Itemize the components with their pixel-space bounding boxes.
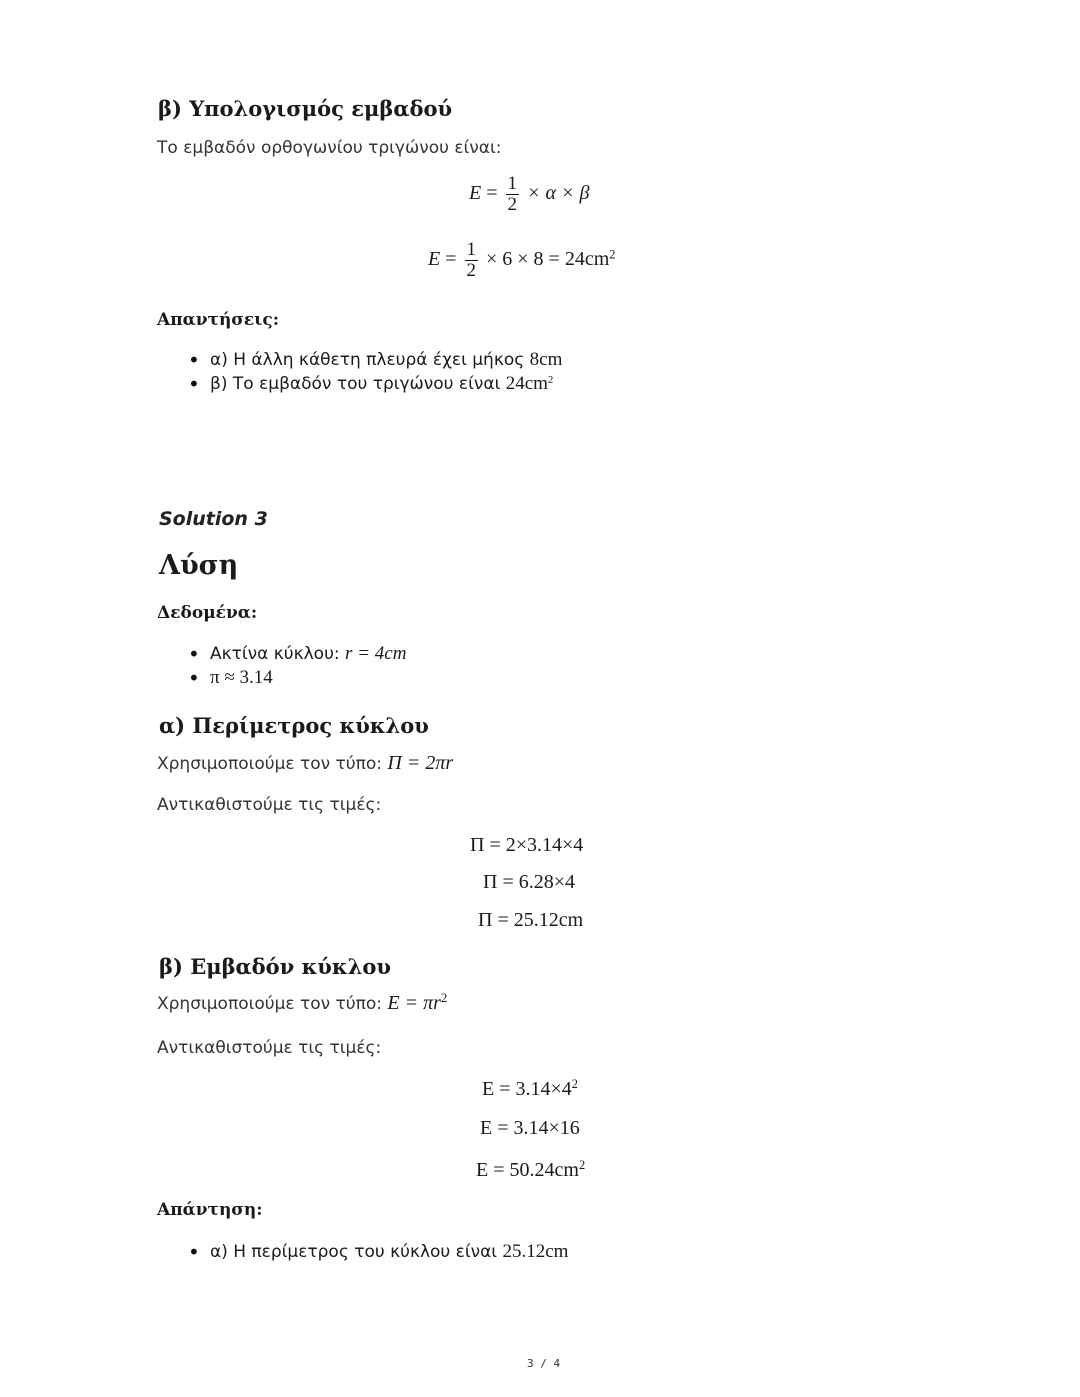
answer-text: α) Η περίμετρος του κύκλου είναι — [210, 1242, 503, 1262]
fraction-numerator: 1 — [466, 239, 476, 260]
step-text: E = 50.24cm — [476, 1159, 579, 1181]
fraction-denominator: 2 — [507, 194, 517, 215]
formula-rest: × 6 × 8 = 24cm — [486, 248, 610, 271]
formula-equals: = — [486, 182, 498, 205]
substitute-text: Αντικαθιστούμε τις τιμές: — [157, 1038, 382, 1058]
circle-area-step-2: E = 3.14×16 — [480, 1117, 580, 1139]
given-label: Δεδομένα: — [157, 603, 258, 623]
formula-math: E = πr — [387, 992, 441, 1014]
section-heading-area: β) Υπολογισμός εμβαδού — [158, 96, 453, 121]
list-item — [188, 666, 406, 690]
circle-area-formula-line — [157, 989, 448, 1015]
section-heading-circle-area: β) Εμβαδόν κύκλου — [159, 954, 391, 979]
fraction-one-half — [506, 174, 520, 215]
answer-exponent: 2 — [547, 375, 554, 387]
area-intro-text: Το εμβαδόν ορθογωνίου τριγώνου είναι: — [157, 138, 502, 158]
list-item — [188, 1240, 568, 1264]
substitute-text: Αντικαθιστούμε τις τιμές: — [157, 795, 382, 815]
perimeter-formula-line — [157, 752, 453, 775]
given-list — [188, 642, 406, 690]
perimeter-step-1: Π = 2×3.14×4 — [470, 834, 584, 856]
solution-heading: Λύση — [159, 550, 239, 581]
formula-rest: × α × β — [527, 182, 590, 205]
answer-text: α) Η άλλη κάθετη πλευρά έχει μήκος — [210, 350, 530, 370]
section-heading-perimeter: α) Περίμετρος κύκλου — [159, 713, 429, 738]
fraction-one-half — [465, 240, 479, 281]
answer-label: Απάντηση: — [157, 1200, 263, 1220]
given-text: Ακτίνα κύκλου: — [210, 644, 346, 664]
fraction-numerator: 1 — [507, 173, 517, 194]
list-item — [188, 642, 406, 666]
formula-math: Π = 2πr — [387, 752, 454, 774]
formula-area-computed — [428, 240, 615, 281]
list-item — [188, 348, 562, 372]
circle-area-step-1 — [482, 1078, 578, 1101]
step-exponent: 2 — [571, 1077, 578, 1092]
page-number: 3 / 4 — [527, 1357, 561, 1370]
formula-area-general — [469, 174, 589, 215]
formula-exponent: 2 — [440, 989, 448, 1005]
perimeter-step-2: Π = 6.28×4 — [483, 871, 576, 893]
answer-math: 25.12cm — [502, 1241, 569, 1262]
formula-lhs: E — [469, 182, 482, 205]
formula-exponent: 2 — [609, 247, 616, 262]
formula-lhs: E — [428, 248, 441, 271]
answer-list — [188, 1240, 568, 1264]
answers-label: Απαντήσεις: — [157, 310, 280, 330]
answer-math: 24cm — [505, 373, 548, 394]
formula-equals: = — [445, 248, 457, 271]
solution-title: Solution 3 — [159, 508, 268, 530]
circle-area-step-3 — [476, 1159, 585, 1182]
perimeter-step-3: Π = 25.12cm — [478, 909, 584, 931]
given-math: r = 4cm — [345, 643, 407, 664]
list-item — [188, 372, 562, 396]
answer-text: β) Το εμβαδόν του τριγώνου είναι — [210, 374, 506, 394]
answers-list — [188, 348, 562, 396]
formula-intro-text: Χρησιμοποιούμε τον τύπο: — [157, 994, 388, 1014]
given-math: π ≈ 3.14 — [210, 667, 273, 688]
answer-math: 8cm — [529, 349, 563, 370]
fraction-denominator: 2 — [466, 260, 476, 281]
step-exponent: 2 — [578, 1158, 586, 1173]
formula-intro-text: Χρησιμοποιούμε τον τύπο: — [157, 754, 388, 774]
step-text: E = 3.14×4 — [482, 1078, 572, 1100]
